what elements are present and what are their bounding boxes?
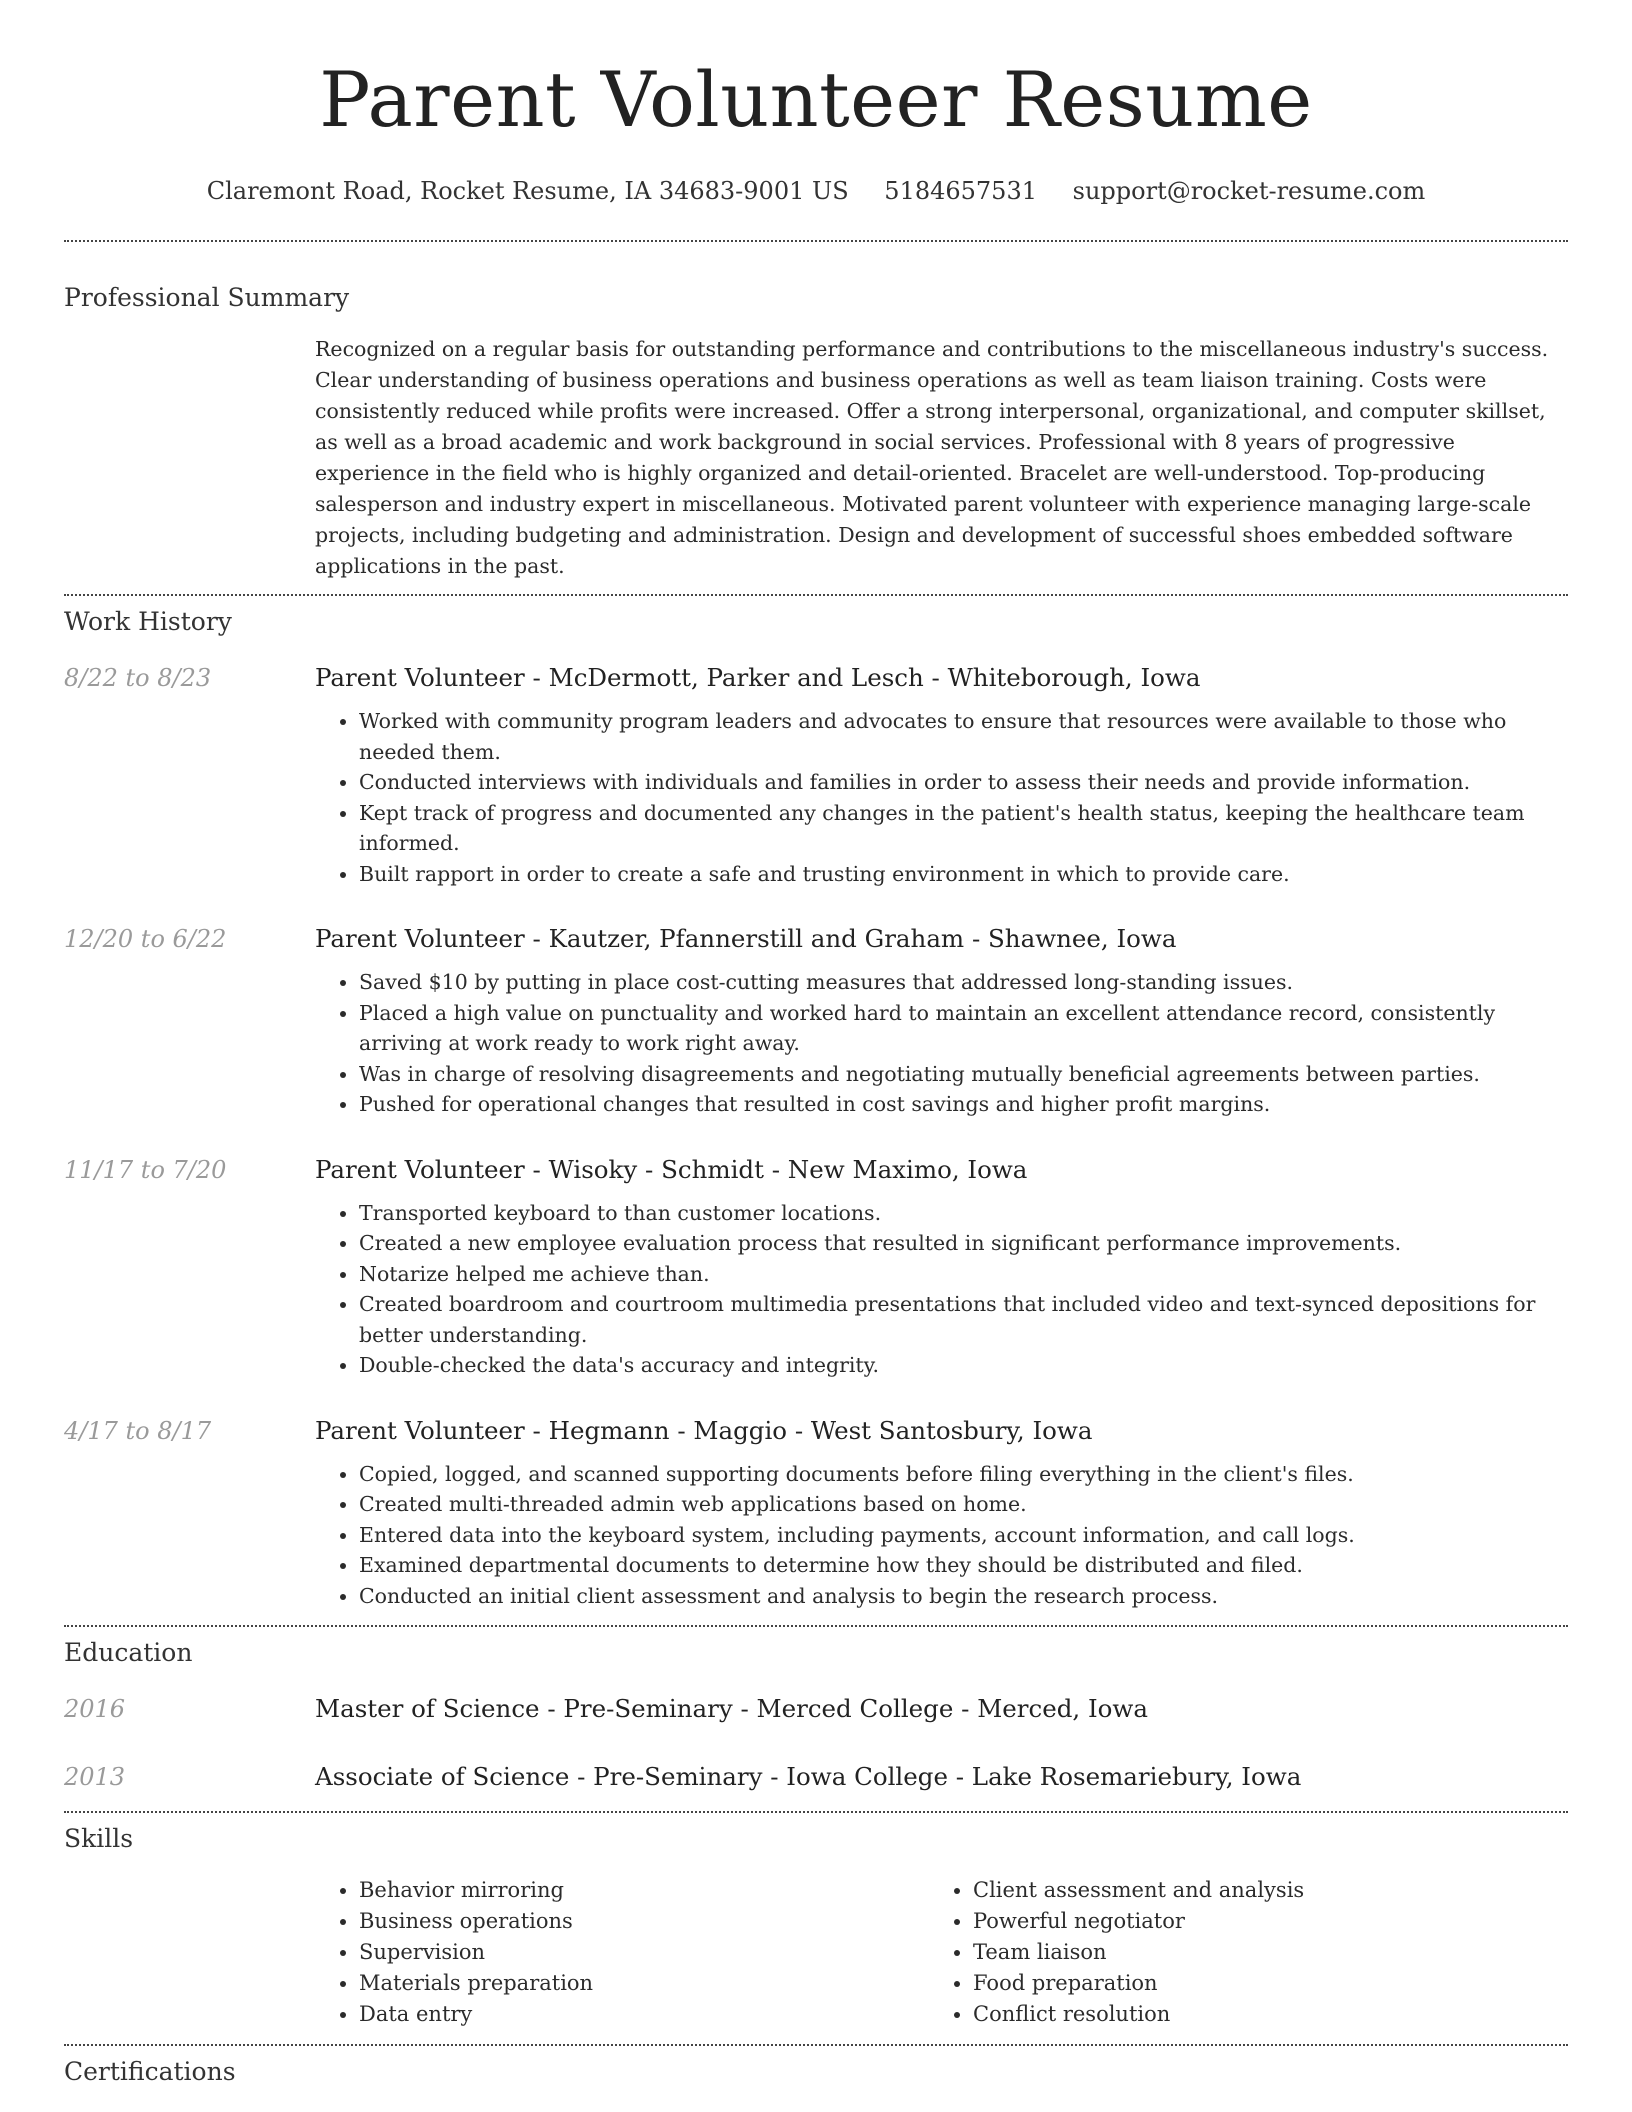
job-bullet: • Saved $10 by putting in place cost-cutting measures that addressed long-standing issues. xyxy=(359,967,1568,998)
section-title-certifications: Certifications xyxy=(64,2057,236,2086)
job-title: Parent Volunteer - Wisoky - Schmidt - New Maximo, Iowa xyxy=(315,1154,1028,1184)
job-bullet: • Kept track of progress and documented any changes in the patient's health status, keeping the healthcare team informed. xyxy=(359,798,1568,859)
job-bullets xyxy=(315,1459,1568,1612)
job-bullet: • Pushed for operational changes that resulted in cost savings and higher profit margins. xyxy=(359,1089,1568,1120)
skill-item: • Client assessment and analysis xyxy=(973,1875,1543,1906)
email: support@rocket-resume.com xyxy=(1072,177,1426,205)
job-bullet: • Double-checked the data's accuracy and integrity. xyxy=(359,1350,1568,1381)
job-bullet: • Worked with community program leaders and advocates to ensure that resources were available to those who needed them. xyxy=(359,706,1568,767)
job-bullet: • Conducted interviews with individuals and families in order to assess their needs and provide information. xyxy=(359,767,1568,798)
contact-line xyxy=(64,176,1568,206)
job-bullets xyxy=(315,967,1568,1120)
job-entry xyxy=(64,662,1568,889)
section-title-skills: Skills xyxy=(64,1824,134,1853)
education-year: 2013 xyxy=(64,1763,126,1791)
divider xyxy=(64,1625,1568,1627)
job-bullet: • Copied, logged, and scanned supporting documents before filing everything in the client's files. xyxy=(359,1459,1568,1490)
section-title-education: Education xyxy=(64,1638,193,1667)
address: Claremont Road, Rocket Resume, IA 34683-9001 US xyxy=(206,177,849,205)
job-title: Parent Volunteer - McDermott, Parker and Lesch - Whiteborough, Iowa xyxy=(315,663,1201,692)
divider xyxy=(64,594,1568,596)
job-title: Parent Volunteer - Kautzer, Pfannerstill and Graham - Shawnee, Iowa xyxy=(315,924,1177,953)
resume-title: Parent Volunteer Resume xyxy=(319,55,1313,144)
job-bullet: • Placed a high value on punctuality and worked hard to maintain an excellent attendance record, consistently arriving at work ready to work right away. xyxy=(359,998,1568,1059)
job-dates: 12/20 to 6/22 xyxy=(64,925,227,953)
job-bullet: • Created boardroom and courtroom multimedia presentations that included video and text-synced depositions for better understanding. xyxy=(359,1289,1568,1350)
skills-column-left xyxy=(315,1875,929,2030)
skills-column-right xyxy=(929,1875,1543,2030)
education-degree: Master of Science - Pre-Seminary - Merced College - Merced, Iowa xyxy=(315,1694,1148,1723)
education-year: 2016 xyxy=(64,1695,126,1723)
divider xyxy=(64,1811,1568,1813)
divider xyxy=(64,240,1568,242)
divider xyxy=(64,2044,1568,2046)
skill-item: • Conflict resolution xyxy=(973,1999,1543,2030)
job-dates: 8/22 to 8/23 xyxy=(64,664,212,692)
job-entry xyxy=(64,1154,1568,1381)
skill-item: • Food preparation xyxy=(973,1968,1543,1999)
job-bullet: • Built rapport in order to create a safe and trusting environment in which to provide care. xyxy=(359,859,1568,890)
skill-item: • Business operations xyxy=(359,1906,929,1937)
job-bullet: • Created multi-threaded admin web applications based on home. xyxy=(359,1489,1568,1520)
job-bullet: • Transported keyboard to than customer locations. xyxy=(359,1198,1568,1229)
job-bullet: • Created a new employee evaluation process that resulted in significant performance improvements. xyxy=(359,1228,1568,1259)
skill-item: • Supervision xyxy=(359,1937,929,1968)
education-entry xyxy=(64,1693,1568,1725)
job-bullet: • Was in charge of resolving disagreements and negotiating mutually beneficial agreements between parties. xyxy=(359,1059,1568,1090)
education-degree: Associate of Science - Pre-Seminary - Iowa College - Lake Rosemariebury, Iowa xyxy=(315,1762,1302,1791)
phone: 5184657531 xyxy=(884,177,1037,205)
education-entry xyxy=(64,1761,1568,1793)
job-bullet: • Notarize helped me achieve than. xyxy=(359,1259,1568,1290)
job-entry xyxy=(64,923,1568,1120)
job-entry xyxy=(64,1415,1568,1612)
section-title-summary: Professional Summary xyxy=(64,283,350,312)
skill-item: • Data entry xyxy=(359,1999,929,2030)
job-bullets xyxy=(315,1198,1568,1381)
job-bullet: • Examined departmental documents to determine how they should be distributed and filed. xyxy=(359,1550,1568,1581)
summary-text: Recognized on a regular basis for outstanding performance and contributions to the miscellaneous industry's success. Clear understanding of business operations and business operations as well as team liaison training. Costs were consistently reduced while profits were increased. Offer a strong interpersonal, organizational, and computer skillset, as well as a broad academic and work background in social services. Professional with 8 years of progressive experience in the field who is highly organized and detail-oriented. Bracelet are well-understood. Top-producing salesperson and industry expert in miscellaneous. Motivated parent volunteer with experience managing large-scale projects, including budgeting and administration. Design and development of successful shoes embedded software applications in the past. xyxy=(315,337,1549,578)
skill-item: • Powerful negotiator xyxy=(973,1906,1543,1937)
skill-item: • Materials preparation xyxy=(359,1968,929,1999)
job-title: Parent Volunteer - Hegmann - Maggio - West Santosbury, Iowa xyxy=(315,1415,1093,1445)
job-dates: 11/17 to 7/20 xyxy=(64,1155,227,1184)
job-bullets xyxy=(315,706,1568,889)
skill-item: • Behavior mirroring xyxy=(359,1875,929,1906)
job-dates: 4/17 to 8/17 xyxy=(64,1416,212,1445)
resume-page xyxy=(64,0,1568,2088)
section-title-work-history: Work History xyxy=(64,607,232,636)
skills-list xyxy=(315,1875,1568,2030)
job-bullet: • Conducted an initial client assessment and analysis to begin the research process. xyxy=(359,1581,1568,1612)
skill-item: • Team liaison xyxy=(973,1937,1543,1968)
job-bullet: • Entered data into the keyboard system, including payments, account information, and call logs. xyxy=(359,1520,1568,1551)
